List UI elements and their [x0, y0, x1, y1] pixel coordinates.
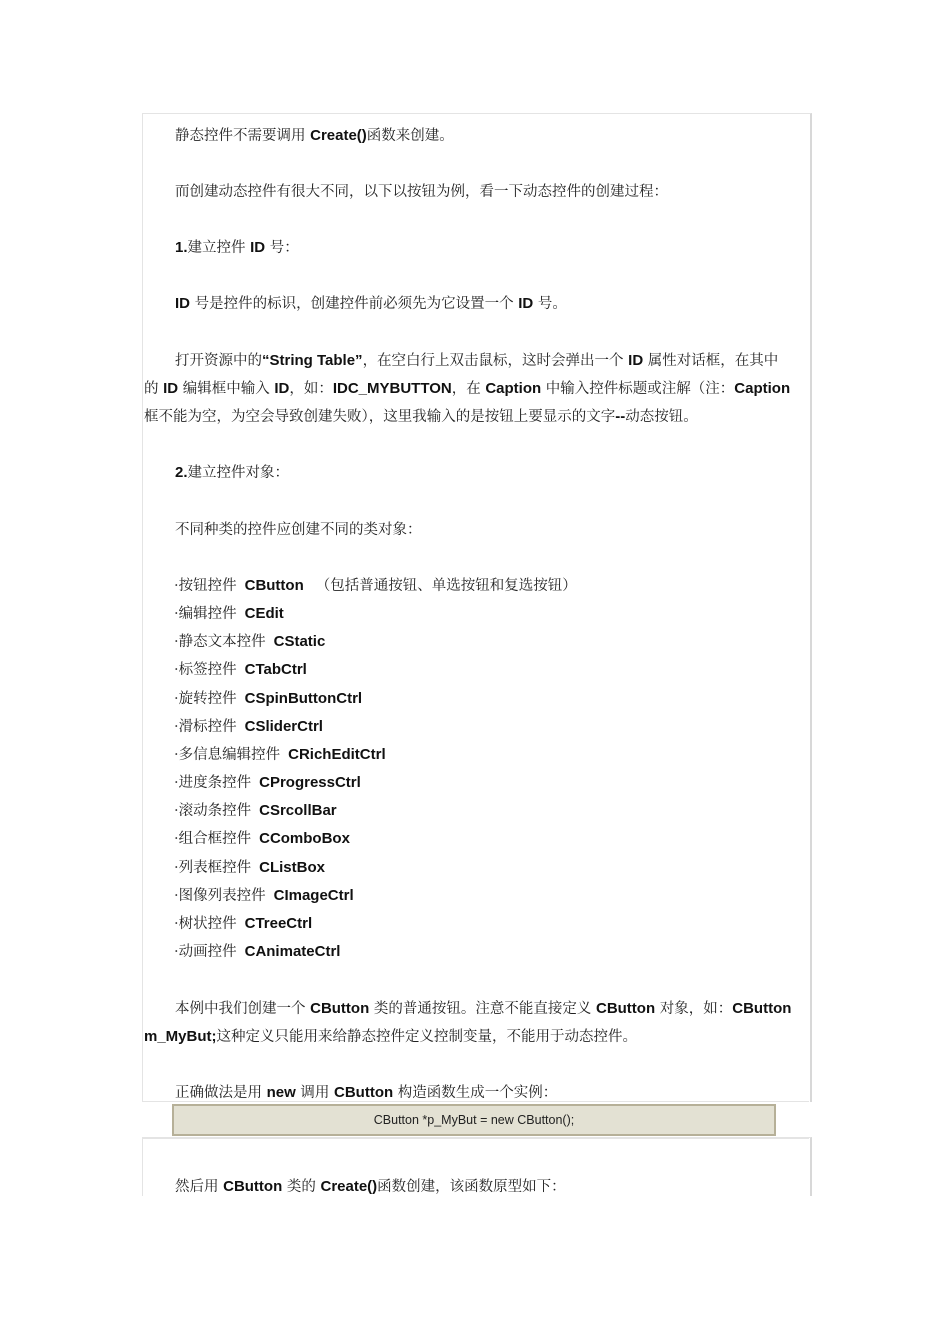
- control-name: 编辑控件: [178, 606, 237, 623]
- bullet: ·: [174, 718, 179, 735]
- control-name: 树状控件: [178, 915, 237, 932]
- code-term: Create(): [310, 127, 367, 144]
- control-class: CTreeCtrl: [244, 914, 313, 932]
- code-term: CButton: [732, 1000, 792, 1017]
- list-item: [174, 717, 323, 737]
- list-item: [174, 632, 325, 652]
- code-term: CButton: [223, 1178, 283, 1195]
- text: 对象，如：: [655, 1001, 733, 1017]
- code-term: ID: [628, 352, 644, 369]
- paragraph-2: 而创建动态控件有很大不同，以下以按钮为例，看一下动态控件的创建过程：: [175, 184, 668, 200]
- bullet: ·: [174, 578, 179, 594]
- text: 号：: [265, 240, 299, 256]
- code-term: Caption: [734, 380, 791, 397]
- control-name: 图像列表控件: [178, 887, 266, 904]
- text: 函数来创建。: [366, 128, 454, 144]
- bullet: ·: [174, 746, 179, 763]
- text: 构造函数生成一个实例：: [393, 1085, 558, 1101]
- text: 编辑框中输入: [178, 381, 275, 397]
- bullet: ·: [174, 634, 179, 651]
- code-term: --: [615, 408, 626, 425]
- list-item: [174, 660, 307, 680]
- text: 类的普通按钮。注意不能直接定义: [369, 1001, 596, 1017]
- code-term: “String Table”: [262, 352, 363, 369]
- text: 静态控件不需要调用: [175, 128, 311, 144]
- list-item: [174, 914, 312, 934]
- control-name: 进度条控件: [178, 775, 252, 792]
- bullet: ·: [174, 662, 179, 679]
- paragraph-7: [175, 1083, 557, 1103]
- control-name: 滚动条控件: [178, 803, 252, 820]
- text: 号。: [533, 296, 567, 312]
- text: 函数创建，该函数原型如下：: [377, 1179, 566, 1195]
- paragraph-4-line-2: [144, 379, 790, 399]
- bullet: ·: [174, 887, 179, 904]
- control-note: （包括普通按钮、单选按钮和复选按钮）: [315, 578, 577, 594]
- control-class: CRichEditCtrl: [288, 745, 386, 763]
- control-name: 按钮控件: [178, 578, 237, 594]
- code-term: Create(): [320, 1178, 378, 1195]
- text: 号是控件的标识，创建控件前必须先为它设置一个: [190, 296, 519, 312]
- paragraph-4-line-1: [175, 351, 778, 371]
- control-class: CButton: [244, 577, 304, 594]
- paragraph-6-line-1: [175, 999, 791, 1019]
- code-term: ID: [175, 295, 190, 312]
- text: 属性对话框，在其中: [643, 353, 779, 369]
- control-name: 多信息编辑控件: [178, 746, 281, 763]
- list-item: [174, 829, 350, 849]
- control-class: CSrcollBar: [259, 802, 337, 820]
- code-term: new: [266, 1084, 296, 1101]
- code-term: CButton: [334, 1084, 394, 1101]
- text: ，在: [451, 381, 486, 397]
- text: 的: [144, 381, 164, 397]
- control-class: CSliderCtrl: [244, 717, 323, 735]
- text: ，在空白行上双击鼠标，这时会弹出一个: [362, 353, 629, 369]
- code-term: ID: [250, 239, 266, 256]
- code-term: ID: [163, 380, 179, 397]
- text: 打开资源中的: [175, 353, 262, 369]
- paragraph-1: [175, 126, 454, 146]
- bullet: ·: [174, 775, 179, 792]
- control-class: CProgressCtrl: [259, 774, 361, 792]
- text: 动态按钮。: [625, 409, 698, 425]
- control-class: CEdit: [244, 605, 284, 623]
- paragraph-5: 不同种类的控件应创建不同的类对象：: [175, 522, 422, 538]
- control-name: 旋转控件: [178, 690, 237, 707]
- control-name: 静态文本控件: [178, 634, 266, 651]
- paragraph-6-line-2: [144, 1027, 637, 1047]
- bullet: ·: [174, 606, 179, 623]
- list-item: [174, 745, 386, 765]
- control-class: CComboBox: [259, 830, 350, 848]
- control-class: CImageCtrl: [273, 886, 354, 904]
- paragraph-8: [175, 1177, 566, 1197]
- text: 建立控件: [187, 240, 251, 256]
- list-item: [174, 576, 577, 596]
- heading-number: 1.: [175, 239, 188, 256]
- code-term: Caption: [485, 380, 542, 397]
- control-name: 动画控件: [178, 943, 237, 960]
- code-term: CButton: [595, 1000, 656, 1017]
- control-class: CSpinButtonCtrl: [244, 689, 363, 707]
- code-term: m_MyBut;: [144, 1028, 217, 1045]
- text: 中输入控件标题或注解（注：: [541, 381, 735, 397]
- list-item: [174, 858, 325, 878]
- bullet: ·: [174, 943, 179, 960]
- text: 调用: [295, 1085, 335, 1101]
- text: 正确做法是用: [175, 1085, 267, 1101]
- bullet: ·: [174, 690, 179, 707]
- list-item: [174, 886, 354, 906]
- control-class: CTabCtrl: [244, 661, 307, 679]
- heading-number: 2.: [175, 464, 188, 481]
- control-name: 组合框控件: [178, 831, 252, 848]
- list-item: [174, 773, 361, 793]
- bullet: ·: [174, 803, 179, 820]
- text: ，如：: [289, 381, 333, 397]
- code-term: CButton: [310, 1000, 370, 1017]
- control-name: 滑标控件: [178, 718, 237, 735]
- code-term: IDC_MYBUTTON: [332, 380, 452, 397]
- text: 框不能为空，为空会导致创建失败），这里我输入的是按钮上要显示的文字: [144, 409, 616, 425]
- code-term: ID: [274, 380, 290, 397]
- list-item: [174, 604, 284, 624]
- list-item: [174, 689, 362, 709]
- text: 这种定义只能用来给静态控件定义控制变量，不能用于动态控件。: [216, 1029, 638, 1045]
- heading-1: [175, 238, 299, 258]
- control-class: CAnimateCtrl: [244, 942, 341, 960]
- bullet: ·: [174, 831, 179, 848]
- list-item: [174, 801, 337, 821]
- text: 建立控件对象：: [187, 465, 290, 481]
- text: 然后用: [175, 1179, 224, 1195]
- code-term: ID: [518, 295, 534, 312]
- text: 类的: [282, 1179, 321, 1195]
- control-class: CListBox: [259, 858, 325, 876]
- control-name: 列表框控件: [178, 859, 252, 876]
- heading-2: [175, 463, 289, 483]
- control-name: 标签控件: [178, 662, 237, 679]
- bullet: ·: [174, 915, 179, 932]
- paragraph-4-line-3: [144, 407, 698, 427]
- control-class: CStatic: [273, 633, 326, 651]
- list-item: [174, 942, 340, 962]
- text: 本例中我们创建一个: [175, 1001, 311, 1017]
- code-block: CButton *p_MyBut = new CButton();: [172, 1104, 776, 1136]
- paragraph-3: [175, 294, 567, 314]
- bullet: ·: [174, 859, 179, 876]
